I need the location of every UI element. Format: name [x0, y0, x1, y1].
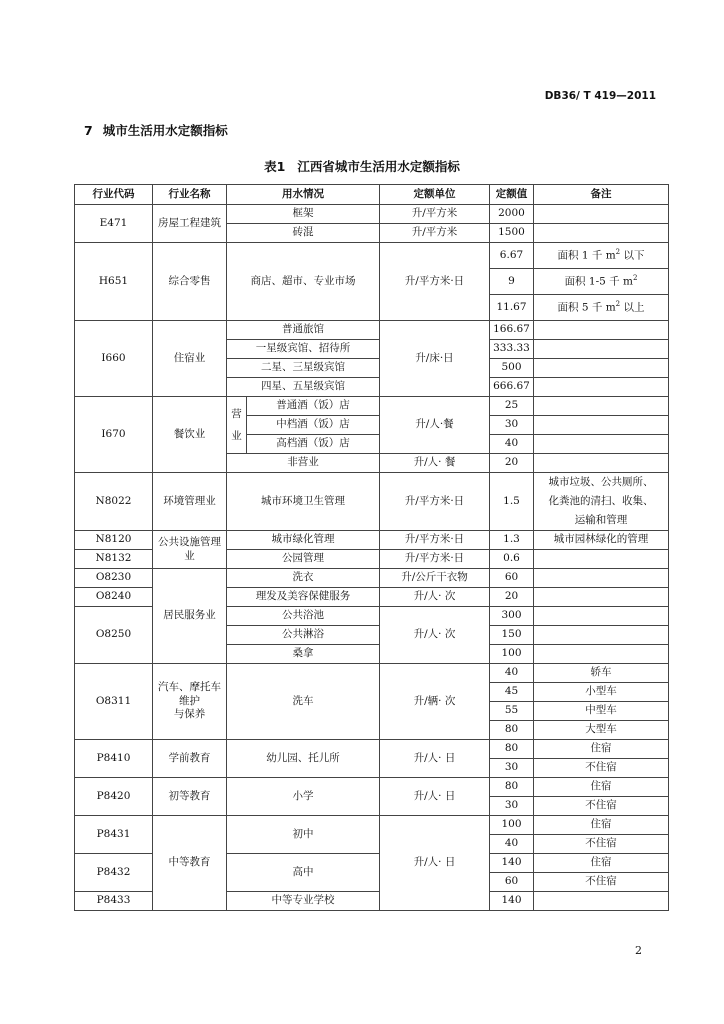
value-cell: 40: [490, 435, 534, 454]
usage-cell: 公园管理: [227, 550, 380, 569]
remark-cell: [534, 321, 669, 340]
remark-cell: [534, 645, 669, 664]
industry-code: P8433: [75, 892, 153, 911]
remark-text: 以下: [620, 249, 645, 262]
value-cell: 100: [490, 645, 534, 664]
usage-cell: 普通旅馆: [227, 321, 380, 340]
unit-cell: 升/人· 次: [380, 607, 490, 664]
industry-name: 公共设施管理业: [153, 531, 227, 569]
table-row: [75, 473, 669, 531]
remark-cell: [534, 454, 669, 473]
usage-cell: 幼儿园、托儿所: [227, 740, 380, 778]
value-cell: 666.67: [490, 378, 534, 397]
header-unit: 定额单位: [380, 185, 490, 205]
usage-cell: 高中: [227, 854, 380, 892]
usage-cell: 非营业: [227, 454, 380, 473]
remark-cell: [534, 626, 669, 645]
industry-code: O8230: [75, 569, 153, 588]
table-row: [75, 205, 669, 224]
page-number: 2: [635, 944, 642, 957]
value-cell: 45: [490, 683, 534, 702]
unit-cell: 升/公斤干衣物: [380, 569, 490, 588]
industry-code: N8132: [75, 550, 153, 569]
remark-cell: [534, 607, 669, 626]
table-row: [75, 664, 669, 683]
remark-cell: 中型车: [534, 702, 669, 721]
remark-text: 面积 1 千 m: [557, 249, 616, 262]
usage-cell: 一星级宾馆、招待所: [227, 340, 380, 359]
value-cell: 140: [490, 854, 534, 873]
unit-cell: 升/人· 日: [380, 778, 490, 816]
usage-cell: 中档酒（饭）店: [247, 416, 380, 435]
value-cell: 20: [490, 454, 534, 473]
unit-cell: 升/人· 餐: [380, 454, 490, 473]
industry-name-line: 与保养: [173, 708, 206, 721]
industry-code: P8420: [75, 778, 153, 816]
remark-cell: 不住宿: [534, 797, 669, 816]
usage-cell: 商店、超市、专业市场: [227, 243, 380, 321]
usage-cell: 城市绿化管理: [227, 531, 380, 550]
value-cell: 11.67: [490, 295, 534, 321]
header-industry: 行业名称: [153, 185, 227, 205]
remark-cell: [534, 205, 669, 224]
remark-cell: 住宿: [534, 740, 669, 759]
unit-cell: 升/平方米·日: [380, 531, 490, 550]
value-cell: 1.5: [490, 473, 534, 531]
value-cell: 80: [490, 721, 534, 740]
value-cell: 20: [490, 588, 534, 607]
unit-cell: 升/辆· 次: [380, 664, 490, 740]
remark-cell: [534, 397, 669, 416]
industry-name: 综合零售: [153, 243, 227, 321]
remark-cell: [534, 588, 669, 607]
industry-code: E471: [75, 205, 153, 243]
value-cell: 60: [490, 569, 534, 588]
remark-line: 城市垃圾、公共厕所、: [548, 476, 654, 488]
unit-cell: 升/平方米: [380, 224, 490, 243]
industry-name: 房屋工程建筑: [153, 205, 227, 243]
table-row: [75, 778, 669, 797]
remark-cell: 住宿: [534, 816, 669, 835]
value-cell: 30: [490, 759, 534, 778]
value-cell: 80: [490, 740, 534, 759]
table-label: 表1: [264, 159, 286, 174]
table-row: [75, 740, 669, 759]
usage-cell: 洗衣: [227, 569, 380, 588]
industry-code: I660: [75, 321, 153, 397]
remark-cell: [534, 224, 669, 243]
unit-cell: 升/人· 日: [380, 740, 490, 778]
remark-line: 化粪池的清扫、收集、: [548, 495, 654, 507]
table-row: [75, 531, 669, 550]
usage-cell: 中等专业学校: [227, 892, 380, 911]
usage-cell: 城市环境卫生管理: [227, 473, 380, 531]
remark-cell: [534, 473, 669, 531]
operating-group-text: 营业: [231, 408, 242, 442]
table-row: [75, 397, 669, 416]
industry-name: 住宿业: [153, 321, 227, 397]
value-cell: 1.3: [490, 531, 534, 550]
table-row: [75, 243, 669, 269]
remark-cell: 不住宿: [534, 835, 669, 854]
unit-cell: 升/人· 日: [380, 816, 490, 911]
table-row: [75, 816, 669, 835]
unit-cell: 升/人· 次: [380, 588, 490, 607]
industry-name-line: 汽车、摩托车维护: [158, 680, 221, 707]
unit-cell: 升/平方米·日: [380, 243, 490, 321]
value-cell: 30: [490, 416, 534, 435]
value-cell: 333.33: [490, 340, 534, 359]
header-usage: 用水情况: [227, 185, 380, 205]
remark-line: 运输和管理: [574, 514, 628, 526]
usage-cell: 理发及美容保健服务: [227, 588, 380, 607]
value-cell: 166.67: [490, 321, 534, 340]
remark-cell: 住宿: [534, 854, 669, 873]
industry-name: [153, 664, 227, 740]
remark-cell: [534, 435, 669, 454]
value-cell: 1500: [490, 224, 534, 243]
header-code: 行业代码: [75, 185, 153, 205]
usage-cell: 高档酒（饭）店: [247, 435, 380, 454]
remark-cell: 不住宿: [534, 873, 669, 892]
industry-code: O8311: [75, 664, 153, 740]
table-row: [75, 321, 669, 340]
remark-cell: [534, 243, 669, 269]
industry-name: 居民服务业: [153, 569, 227, 664]
header-value: 定额值: [490, 185, 534, 205]
usage-cell: 框架: [227, 205, 380, 224]
value-cell: 500: [490, 359, 534, 378]
value-cell: 60: [490, 873, 534, 892]
value-cell: 300: [490, 607, 534, 626]
industry-code: P8432: [75, 854, 153, 892]
table-row: [75, 569, 669, 588]
remark-cell: [534, 378, 669, 397]
value-cell: 6.67: [490, 243, 534, 269]
value-cell: 140: [490, 892, 534, 911]
remark-cell: 轿车: [534, 664, 669, 683]
superscript: 2: [615, 299, 621, 308]
usage-cell: 小学: [227, 778, 380, 816]
document-code: DB36/ T 419—2011: [544, 90, 656, 102]
value-cell: 80: [490, 778, 534, 797]
usage-cell: 公共浴池: [227, 607, 380, 626]
industry-name: 学前教育: [153, 740, 227, 778]
remark-cell: 大型车: [534, 721, 669, 740]
value-cell: 40: [490, 835, 534, 854]
usage-cell: 砖混: [227, 224, 380, 243]
remark-cell: [534, 569, 669, 588]
remark-text: 以上: [620, 301, 645, 314]
usage-cell: 二星、三星级宾馆: [227, 359, 380, 378]
remark-cell: [534, 295, 669, 321]
remark-cell: [534, 550, 669, 569]
superscript: 2: [615, 247, 621, 256]
industry-name: 初等教育: [153, 778, 227, 816]
usage-cell: 公共淋浴: [227, 626, 380, 645]
operating-group-label: [227, 397, 247, 454]
usage-cell: 普通酒（饭）店: [247, 397, 380, 416]
industry-code: P8410: [75, 740, 153, 778]
remark-text: 面积 5 千 m: [557, 301, 616, 314]
table-caption: [0, 157, 724, 175]
header-remark: 备注: [534, 185, 669, 205]
value-cell: 100: [490, 816, 534, 835]
water-quota-table: [74, 184, 669, 911]
industry-code: I670: [75, 397, 153, 473]
unit-cell: 升/平方米: [380, 205, 490, 224]
remark-cell: 小型车: [534, 683, 669, 702]
industry-code: N8120: [75, 531, 153, 550]
usage-cell: 四星、五星级宾馆: [227, 378, 380, 397]
remark-cell: [534, 359, 669, 378]
value-cell: 30: [490, 797, 534, 816]
superscript: 2: [632, 273, 638, 282]
industry-code: O8240: [75, 588, 153, 607]
remark-cell: [534, 340, 669, 359]
section-number: 7: [84, 123, 93, 138]
industry-code: P8431: [75, 816, 153, 854]
table-header-row: [75, 185, 669, 205]
remark-cell: [534, 269, 669, 295]
unit-cell: 升/平方米·日: [380, 473, 490, 531]
remark-cell: 不住宿: [534, 759, 669, 778]
value-cell: 55: [490, 702, 534, 721]
remark-cell: [534, 892, 669, 911]
unit-cell: 升/床·日: [380, 321, 490, 397]
value-cell: 40: [490, 664, 534, 683]
industry-code: N8022: [75, 473, 153, 531]
industry-code: O8250: [75, 607, 153, 664]
usage-cell: 初中: [227, 816, 380, 854]
value-cell: 0.6: [490, 550, 534, 569]
industry-name: 中等教育: [153, 816, 227, 911]
remark-cell: [534, 416, 669, 435]
unit-cell: 升/平方米·日: [380, 550, 490, 569]
value-cell: 150: [490, 626, 534, 645]
industry-name: 餐饮业: [153, 397, 227, 473]
industry-name: 环境管理业: [153, 473, 227, 531]
value-cell: 2000: [490, 205, 534, 224]
usage-cell: 桑拿: [227, 645, 380, 664]
section-title: 城市生活用水定额指标: [102, 123, 228, 138]
remark-text: 面积 1-5 千 m: [564, 275, 633, 288]
value-cell: 25: [490, 397, 534, 416]
value-cell: 9: [490, 269, 534, 295]
unit-cell: 升/人·餐: [380, 397, 490, 454]
industry-code: H651: [75, 243, 153, 321]
remark-cell: 住宿: [534, 778, 669, 797]
table-title: 江西省城市生活用水定额指标: [297, 159, 460, 174]
usage-cell: 洗车: [227, 664, 380, 740]
remark-cell: 城市园林绿化的管理: [534, 531, 669, 550]
section-heading: [84, 121, 228, 139]
